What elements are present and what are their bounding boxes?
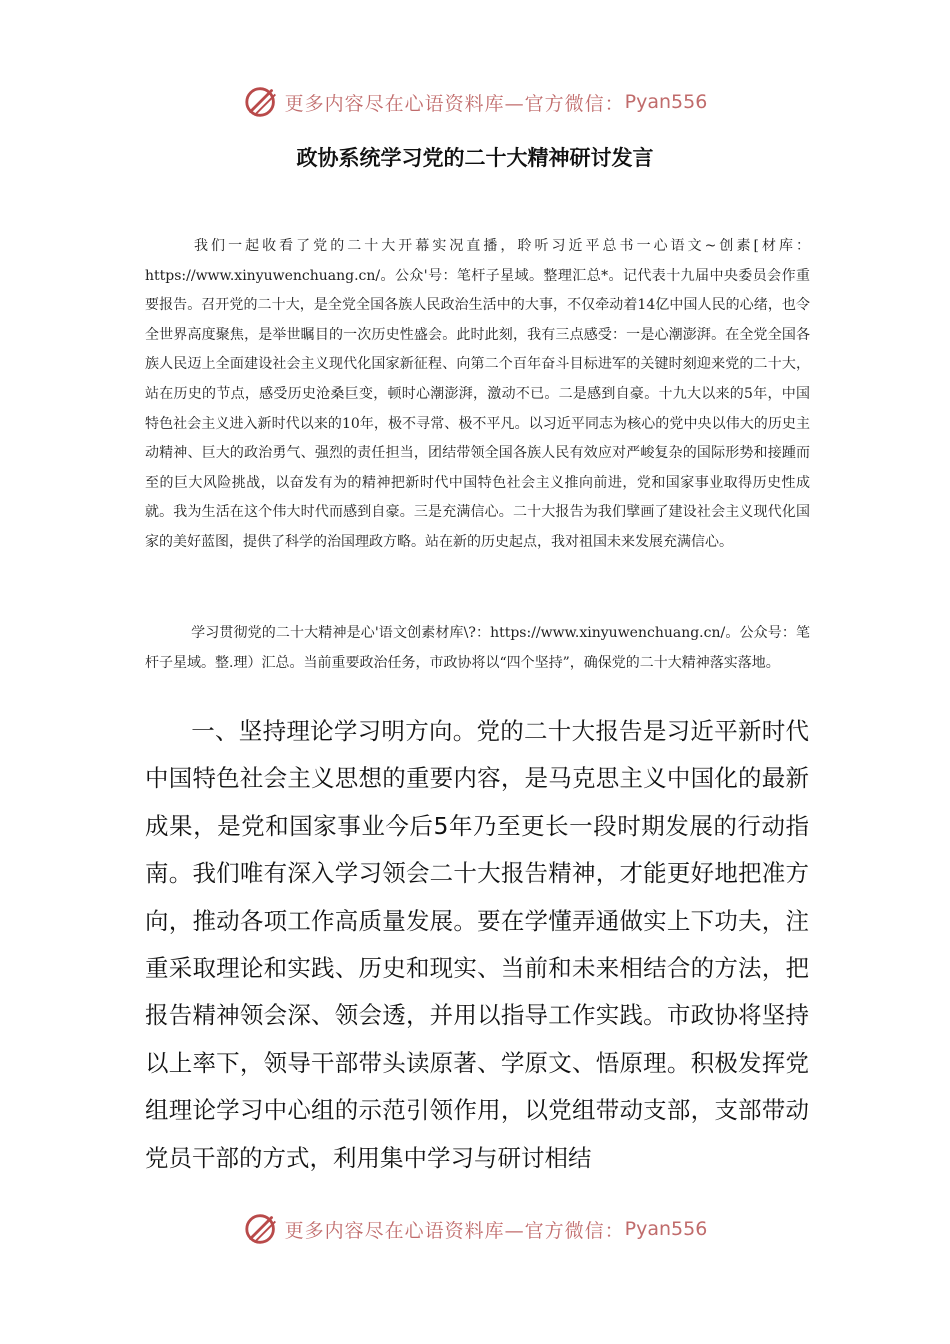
header-banner xyxy=(0,78,950,126)
paragraph-3-text: 一、坚持理论学习明方向。党的二十大报告是习近平新时代中国特色社会主义思想的重要内容，是马克思主义中国化的最新成果，是党和国家事业今后5年乃至更长一段时期发展的行动指南。我们唯有深入学习领会二十大报告精神，才能更好地把准方向，推动各项工作高质量发展。要在学懂弄通做实上下功夫，注重采取理论和实践、历史和现实、当前和未来相结合的方法，把报告精神领会深、领会透，并用以指导工作实践。市政协将坚持以上率下，领导干部带头读原著、学原文、悟原理。积极发挥党组理论学习中心组的示范引领作用，以党组带动支部，支部带动党员干部的方式，利用集中学习与研讨相结 xyxy=(145,717,809,1172)
paragraph-1-text: 我们一起收看了党的二十大开幕实况直播，聆听习近平总书一心语文~创素[材库：https://www.xinyuwenchuang.cn/。公众'号：笔杆子星域。整理汇总*。记代表十九届中央委员会作重要报告。召开党的二十大，是全党全国各族人民政治生活中的大事，不仅牵动着14亿中国人民的心绪，也令全世界高度聚焦，是举世瞩目的一次历史性盛会。此时此刻，我有三点感受：一是心潮澎湃。在全党全国各族人民迈上全面建设社会主义现代化国家新征程、向第二个百年奋斗目标进军的关键时刻迎来党的二十大，站在历史的节点，感受历史沧桑巨变，顿时心潮澎湃，激动不已。二是感到自豪。十九大以来的5年，中国特色社会主义进入新时代以来的10年，极不寻常、极不平凡。以习近平同志为核心的党中央以伟大的历史主动精神、巨大的政治勇气、强烈的责任担当，团结带领全国各族人民有效应对严峻复杂的国际形势和接踵而至的巨大风险挑战，以奋发有为的精神把新时代中国特色社会主义推向前进，党和国家事业取得历史性成就。我为生活在这个伟大时代而感到自豪。三是充满信心。二十大报告为我们擘画了建设社会主义现代化国家的美好蓝图，提供了科学的治国理政方略。站在新的历史起点，我对祖国未来发展充满信心。 xyxy=(145,238,810,550)
footer-banner xyxy=(0,1205,950,1253)
body-paragraph-2 xyxy=(145,619,810,678)
page-title: 政协系统学习党的二十大精神研讨发言 xyxy=(296,146,654,170)
body-paragraph-1 xyxy=(145,232,810,558)
pen-logo-icon xyxy=(243,1210,281,1248)
banner-text: 更多内容尽在心语资料库—官方微信： xyxy=(284,92,625,115)
body-paragraph-3 xyxy=(145,708,809,1182)
banner-wechat-handle: Pyan556 xyxy=(624,91,708,113)
paragraph-2-text: 学习贯彻党的二十大精神是心'语文创素材库\?：https://www.xinyuwenchuang.cn/。公众号：笔杆子星域。整.理）汇总。当前重要政治任务，市政协将以“四个坚持”，确保党的二十大精神落实落地。 xyxy=(145,625,810,671)
banner-text: 更多内容尽在心语资料库—官方微信： xyxy=(284,1219,625,1242)
banner-wechat-handle: Pyan556 xyxy=(624,1218,708,1240)
pen-logo-icon xyxy=(243,83,281,121)
